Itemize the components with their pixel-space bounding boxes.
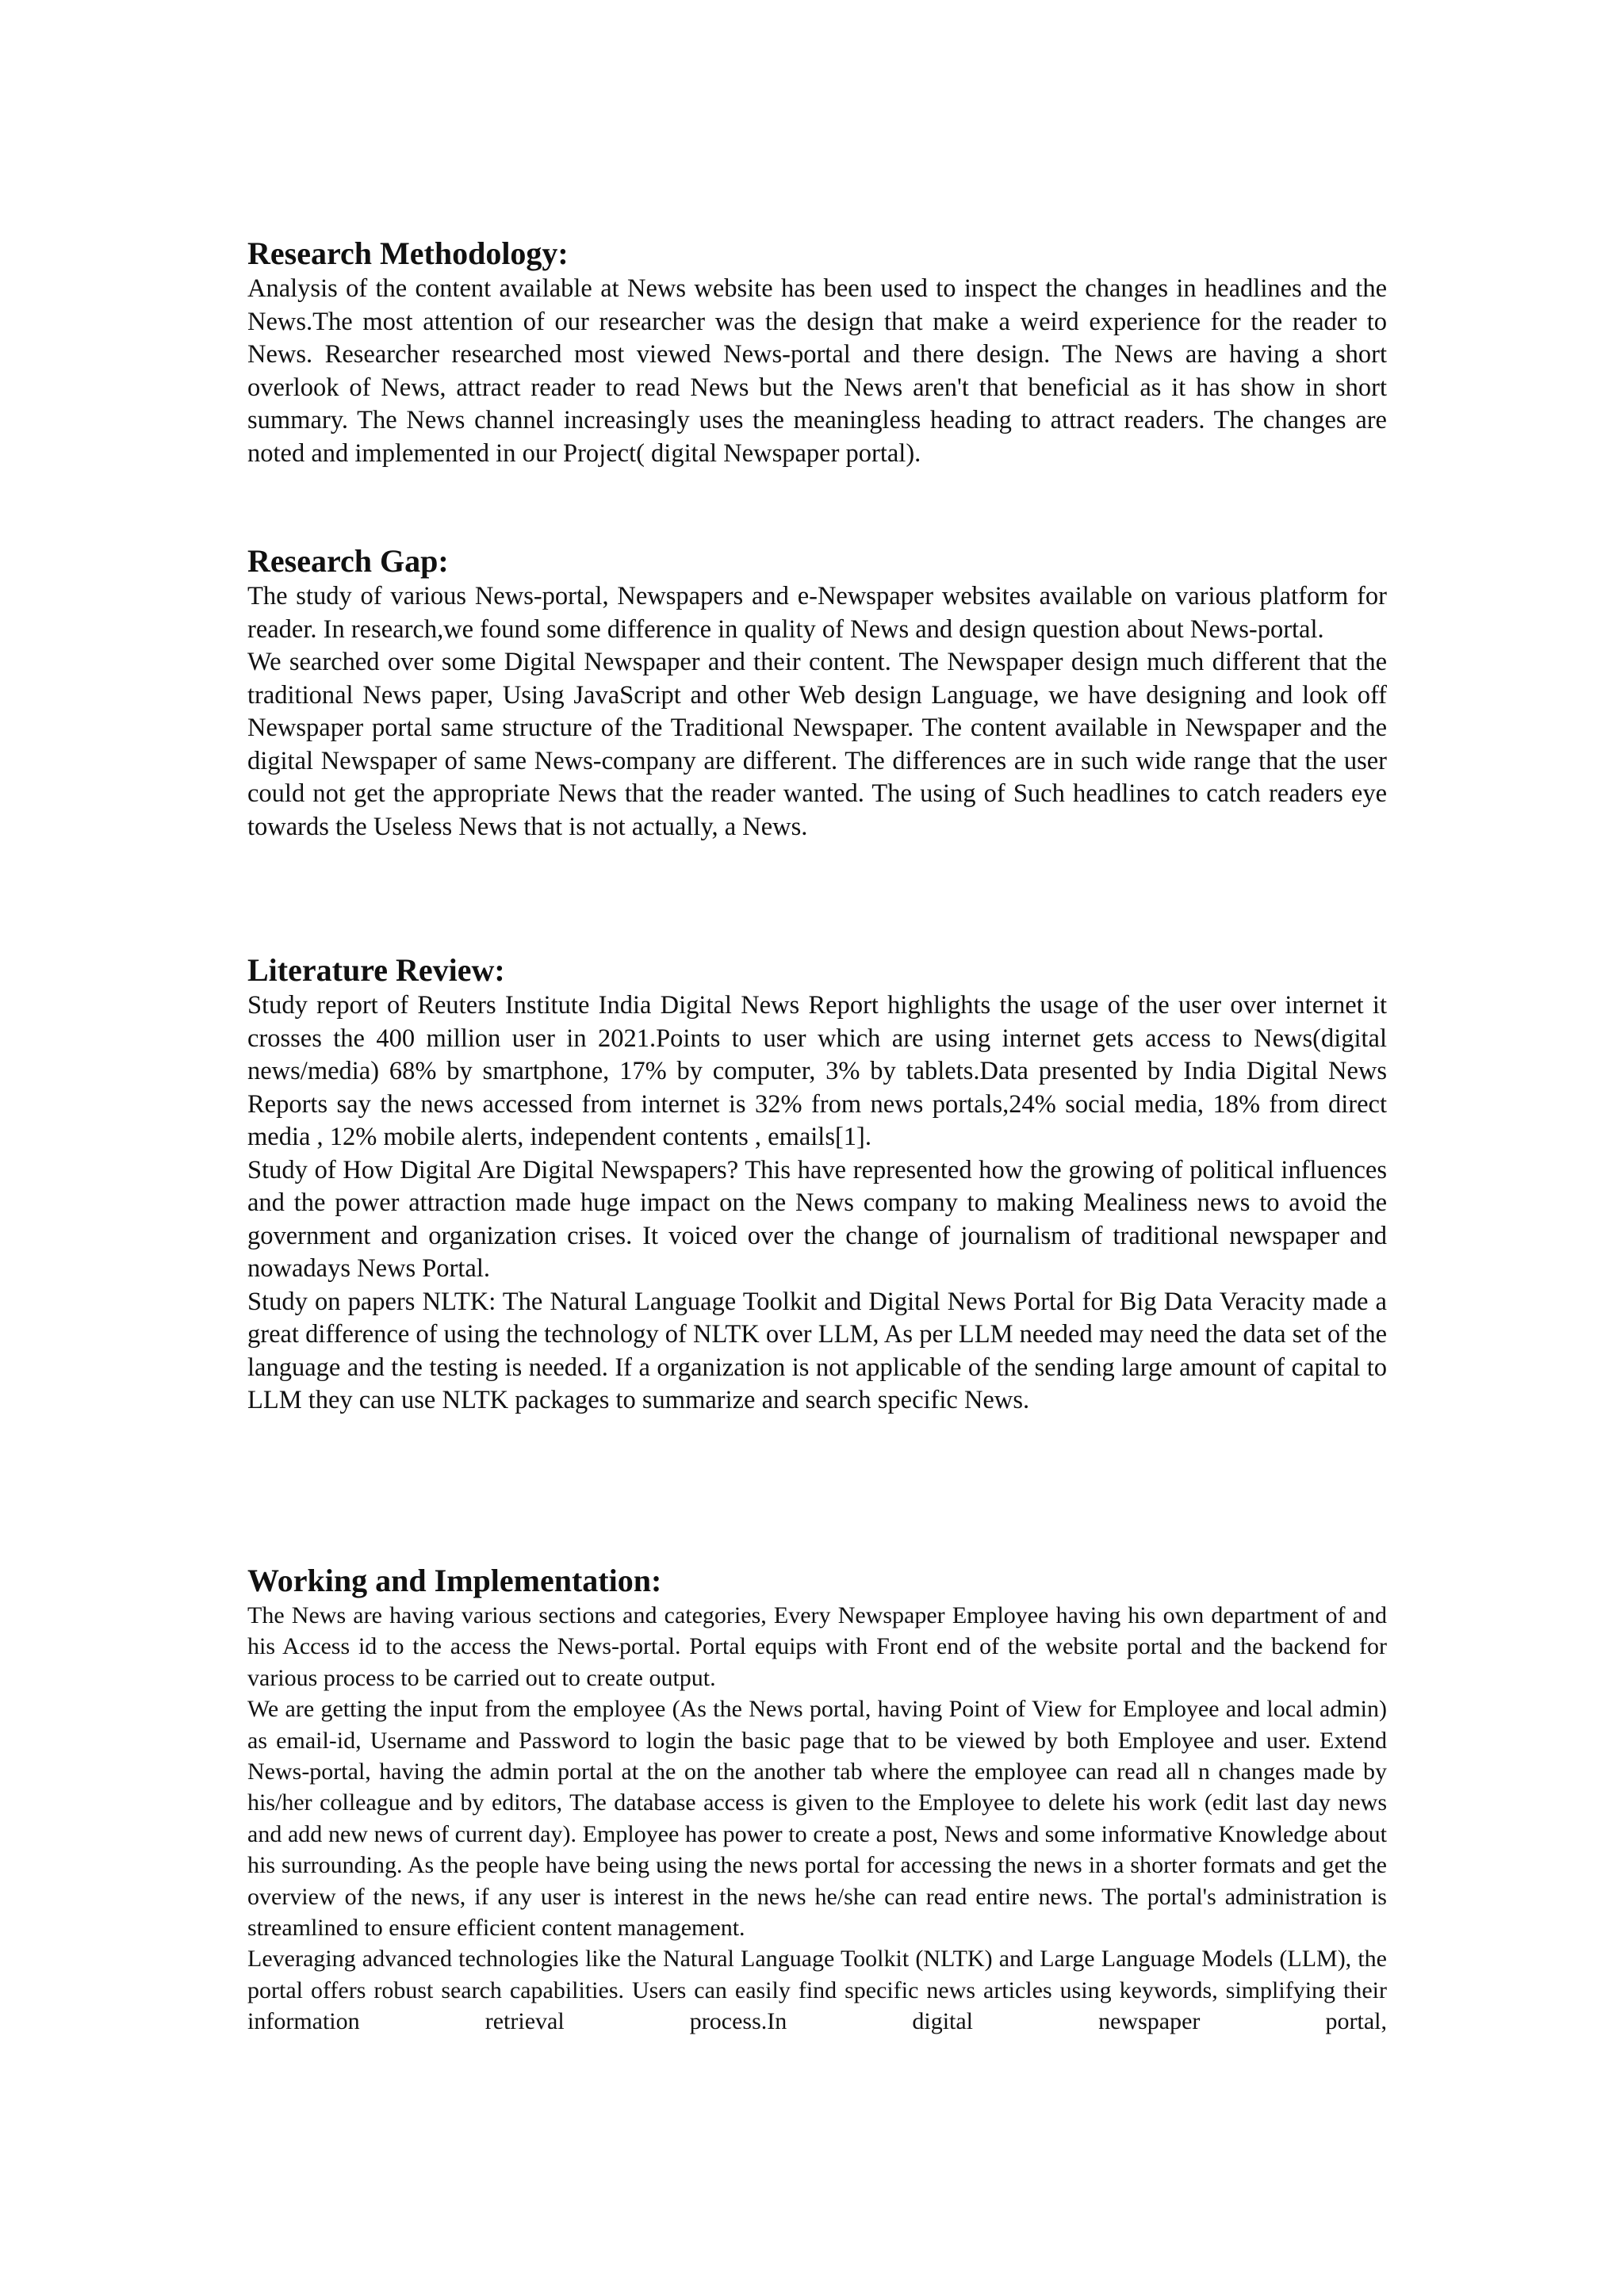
research-gap-section [247, 542, 1387, 844]
literature-review-section [247, 951, 1387, 1418]
section-heading: Literature Review: [247, 952, 505, 988]
paragraph: Study on papers NLTK: The Natural Language Toolkit and Digital News Portal for Big Data Veracity made a great difference of using the technology of NLTK over LLM, As per LLM needed may need the data set of the language and the testing is needed. If a organization is not applicable of the sending large amount of capital to LLM they can use NLTK packages to summarize and search specific News. [247, 1287, 1387, 1414]
section-heading: Working and Implementation: [247, 1563, 662, 1598]
paragraph: Leveraging advanced technologies like the Natural Language Toolkit (NLTK) and Large Language Models (LLM), the portal offers robust search capabilities. Users can easily find specific news articles using keywords, simplifying their information retrieval process.In digital newspaper portal, [247, 1946, 1387, 2035]
paragraph: Study of How Digital Are Digital Newspapers? This have represented how the growing of political influences and the power attraction made huge impact on the News company to making Mealiness news to avoid the government and organization crises. It voiced over the change of journalism of traditional newspaper and nowadays News Portal. [247, 1155, 1387, 1283]
paragraph: The News are having various sections and categories, Every Newspaper Employee having his own department of and his Access id to the access the News-portal. Portal equips with Front end of the website portal and the backend for various process to be carried out to create output. [247, 1602, 1387, 1691]
section-heading: Research Methodology: [247, 235, 569, 271]
paragraph: Analysis of the content available at News website has been used to inspect the changes in headlines and the News.The most attention of our researcher was the design that make a weird experience for the reader to News. Researcher researched most viewed News-portal and there design. The News are having a short overlook of News, attract reader to read News but the News aren't that beneficial as it has show in short summary. The News channel increasingly uses the meaningless heading to attract readers. The changes are noted and implemented in our Project( digital Newspaper portal). [247, 274, 1387, 468]
section-heading: Research Gap: [247, 543, 449, 579]
paragraph: Study report of Reuters Institute India Digital News Report highlights the usage of the user over internet it crosses the 400 million user in 2021.Points to user which are using internet gets access to News(digital news/media) 68% by smartphone, 17% by computer, 3% by tablets.Data presented by India Digital News Reports say the news accessed from internet is 32% from news portals,24% social media, 18% from direct media , 12% mobile alerts, independent contents , emails[1]. [247, 991, 1387, 1151]
paragraph: The study of various News-portal, Newspapers and e-Newspaper websites available on various platform for reader. In research,we found some difference in quality of News and design question about News-portal. [247, 582, 1387, 644]
research-methodology-section [247, 235, 1387, 470]
paragraph: We searched over some Digital Newspaper and their content. The Newspaper design much different that the traditional News paper, Using JavaScript and other Web design Language, we have designing and look off Newspaper portal same structure of the Traditional Newspaper. The content available in Newspaper and the digital Newspaper of same News-company are different. The differences are in such wide range that the user could not get the appropriate News that the reader wanted. The using of Such headlines to catch readers eye towards the Useless News that is not actually, a News. [247, 648, 1387, 841]
working-implementation-section [247, 1562, 1387, 2038]
paragraph: We are getting the input from the employee (As the News portal, having Point of View for Employee and local admin) as email-id, Username and Password to login the basic page that to be viewed by both Employee and user. Extend News-portal, having the admin portal at the on the another tab where the employee can read all n changes made by his/her colleague and by editors, The database access is given to the Employee to delete his work (edit last day news and add new news of current day). Employee has power to create a post, News and some informative Knowledge about his surrounding. As the people have being using the news portal for accessing the news in a shorter formats and get the overview of the news, if any user is interest in the news he/she can read entire news. The portal's administration is streamlined to ensure efficient content management. [247, 1696, 1387, 1942]
